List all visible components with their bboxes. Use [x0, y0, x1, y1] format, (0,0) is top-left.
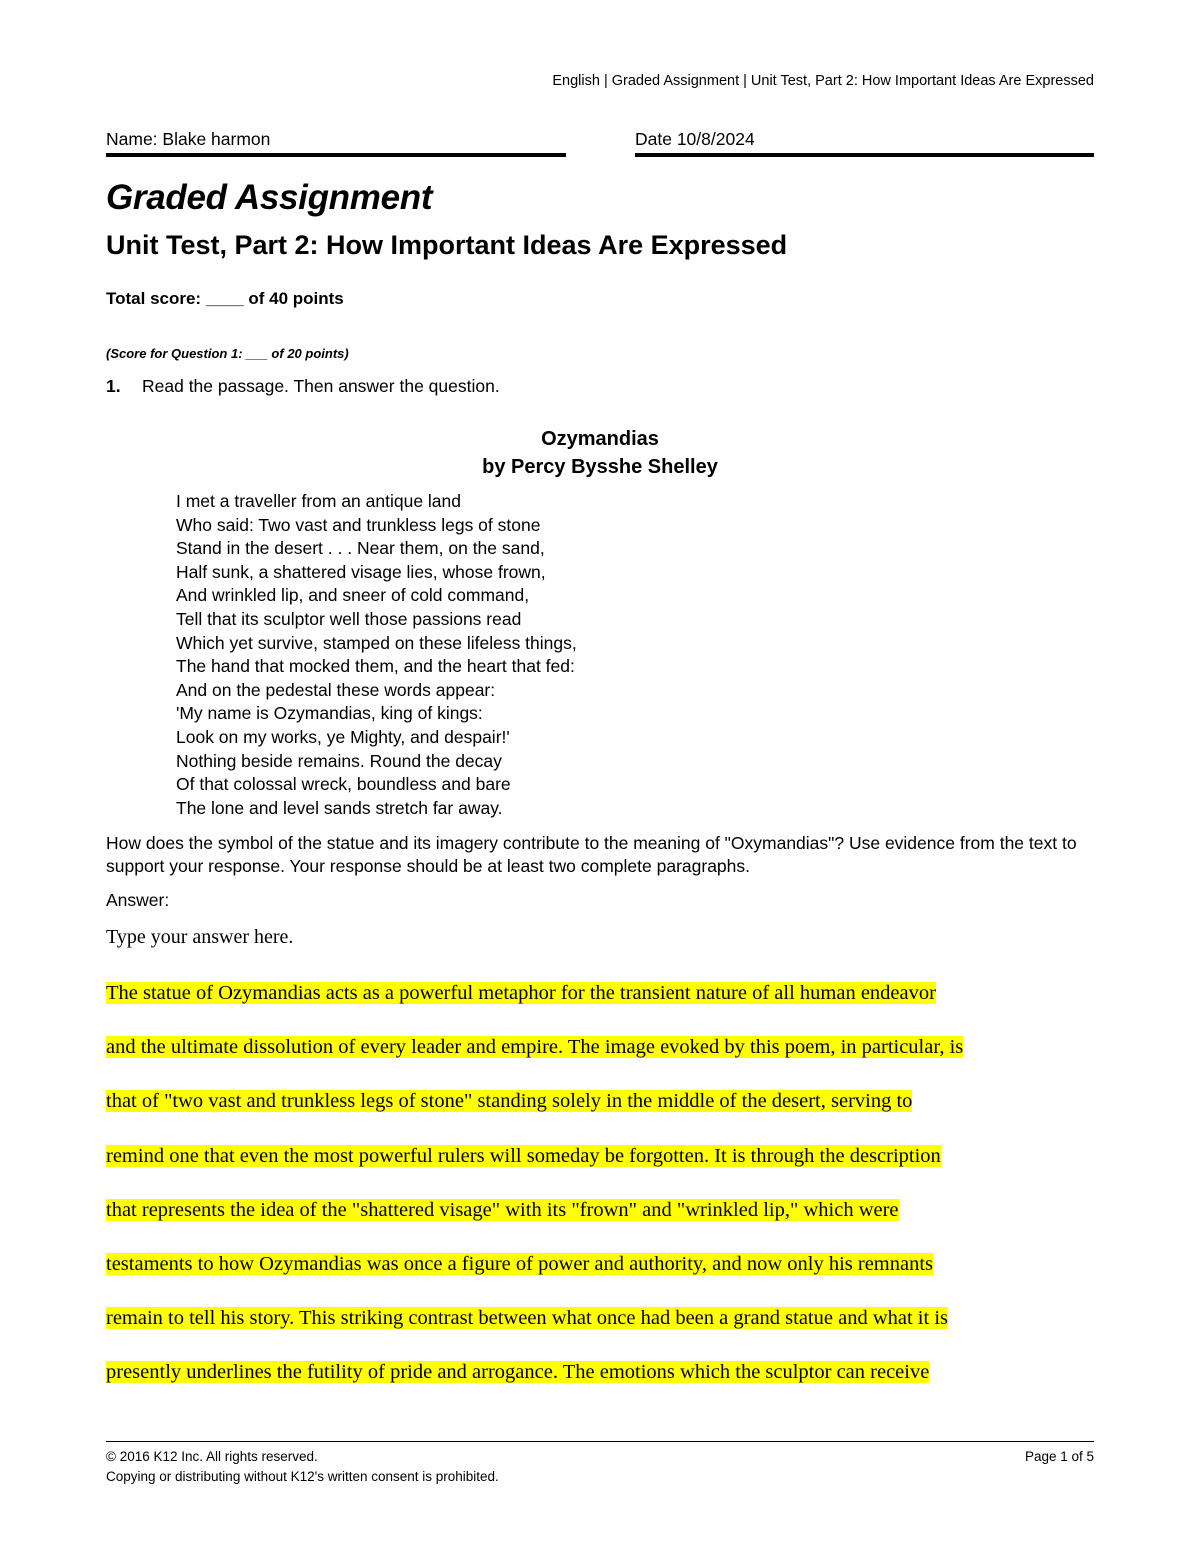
highlighted-text: that represents the idea of the "shattered visage" with its "frown" and "wrinkled lip," which were — [106, 1198, 899, 1221]
copyright-text: © 2016 K12 Inc. All rights reserved. — [106, 1449, 318, 1464]
poem-heading — [0, 425, 1200, 481]
highlighted-text: The statue of Ozymandias acts as a powerful metaphor for the transient nature of all human endeavor — [106, 982, 936, 1004]
document-title: Graded Assignment — [106, 178, 433, 217]
question-number: 1. — [106, 376, 121, 396]
consent-text: Copying or distributing without K12's written consent is prohibited. — [106, 1469, 499, 1484]
total-score: Total score: ____ of 40 points — [106, 289, 344, 308]
poem-line: Look on my works, ye Mighty, and despair!' — [176, 726, 510, 747]
footer-copyright — [106, 1447, 499, 1487]
poem-line: Tell that its sculptor well those passions read — [176, 608, 522, 629]
poem-title: Ozymandias — [541, 428, 659, 450]
poem-line: And wrinkled lip, and sneer of cold command, — [176, 585, 530, 606]
answer-placeholder[interactable]: Type your answer here. — [106, 926, 294, 948]
page-number: Page 1 of 5 — [1024, 1449, 1094, 1464]
answer-line — [106, 1357, 1096, 1411]
student-name-field[interactable]: Name: Blake harmon — [106, 127, 566, 157]
poem-line: Of that colossal wreck, boundless and bare — [176, 774, 511, 795]
poem-line: Which yet survive, stamped on these lifeless things, — [176, 632, 577, 653]
question-instruction: Read the passage. Then answer the question. — [142, 376, 500, 396]
poem-line: Half sunk, a shattered visage lies, whose frown, — [176, 561, 546, 582]
answer-line — [106, 1032, 1096, 1086]
poem-line: Nothing beside remains. Round the decay — [176, 750, 502, 771]
date-field[interactable]: Date 10/8/2024 — [635, 127, 1094, 157]
footer-divider — [106, 1441, 1094, 1442]
answer-line — [106, 978, 1096, 1032]
document-subtitle: Unit Test, Part 2: How Important Ideas Are Expressed — [106, 230, 788, 260]
answer-line — [106, 1303, 1096, 1357]
highlighted-text: remind one that even the most powerful rulers will someday be forgotten. It is through the description — [106, 1144, 941, 1167]
poem-line: And on the pedestal these words appear: — [176, 679, 496, 700]
poem-line: Stand in the desert . . . Near them, on the sand, — [176, 538, 545, 559]
question-instruction-row — [106, 376, 500, 397]
poem-line: The lone and level sands stretch far away. — [176, 797, 503, 818]
answer-line — [106, 1141, 1096, 1195]
answer-line — [106, 1086, 1096, 1140]
running-header: English | Graded Assignment | Unit Test, Part 2: How Important Ideas Are Expressed — [552, 73, 1094, 89]
answer-line — [106, 1195, 1096, 1249]
poem-line: Who said: Two vast and trunkless legs of stone — [176, 514, 541, 535]
question-score: (Score for Question 1: ___ of 20 points) — [106, 346, 349, 361]
highlighted-text: presently underlines the futility of pride and arrogance. The emotions which the sculptor can receive — [106, 1361, 930, 1384]
poem-line: 'My name is Ozymandias, king of kings: — [176, 703, 483, 724]
question-prompt: How does the symbol of the statue and its imagery contribute to the meaning of "Oxymandias"? Use evidence from the text to support your response. Your response should be at least two complete paragraphs. — [106, 833, 1077, 876]
poem-line: I met a traveller from an antique land — [176, 491, 462, 511]
highlighted-text: testaments to how Ozymandias was once a figure of power and authority, and now only his remnants — [106, 1252, 934, 1275]
highlighted-text: and the ultimate dissolution of every leader and empire. The image evoked by this poem, in particular, is — [106, 1036, 964, 1059]
answer-line — [106, 1249, 1096, 1303]
answer-label: Answer: — [106, 890, 170, 910]
highlighted-text: that of "two vast and trunkless legs of stone" standing solely in the middle of the desert, serving to — [106, 1090, 913, 1113]
poem-text — [176, 490, 577, 820]
poem-line: The hand that mocked them, and the heart that fed: — [176, 656, 575, 677]
highlighted-text: remain to tell his story. This striking contrast between what once had been a grand statue and what it is — [106, 1307, 948, 1330]
poem-author: by Percy Bysshe Shelley — [482, 456, 718, 478]
answer-text[interactable] — [106, 978, 1096, 1412]
